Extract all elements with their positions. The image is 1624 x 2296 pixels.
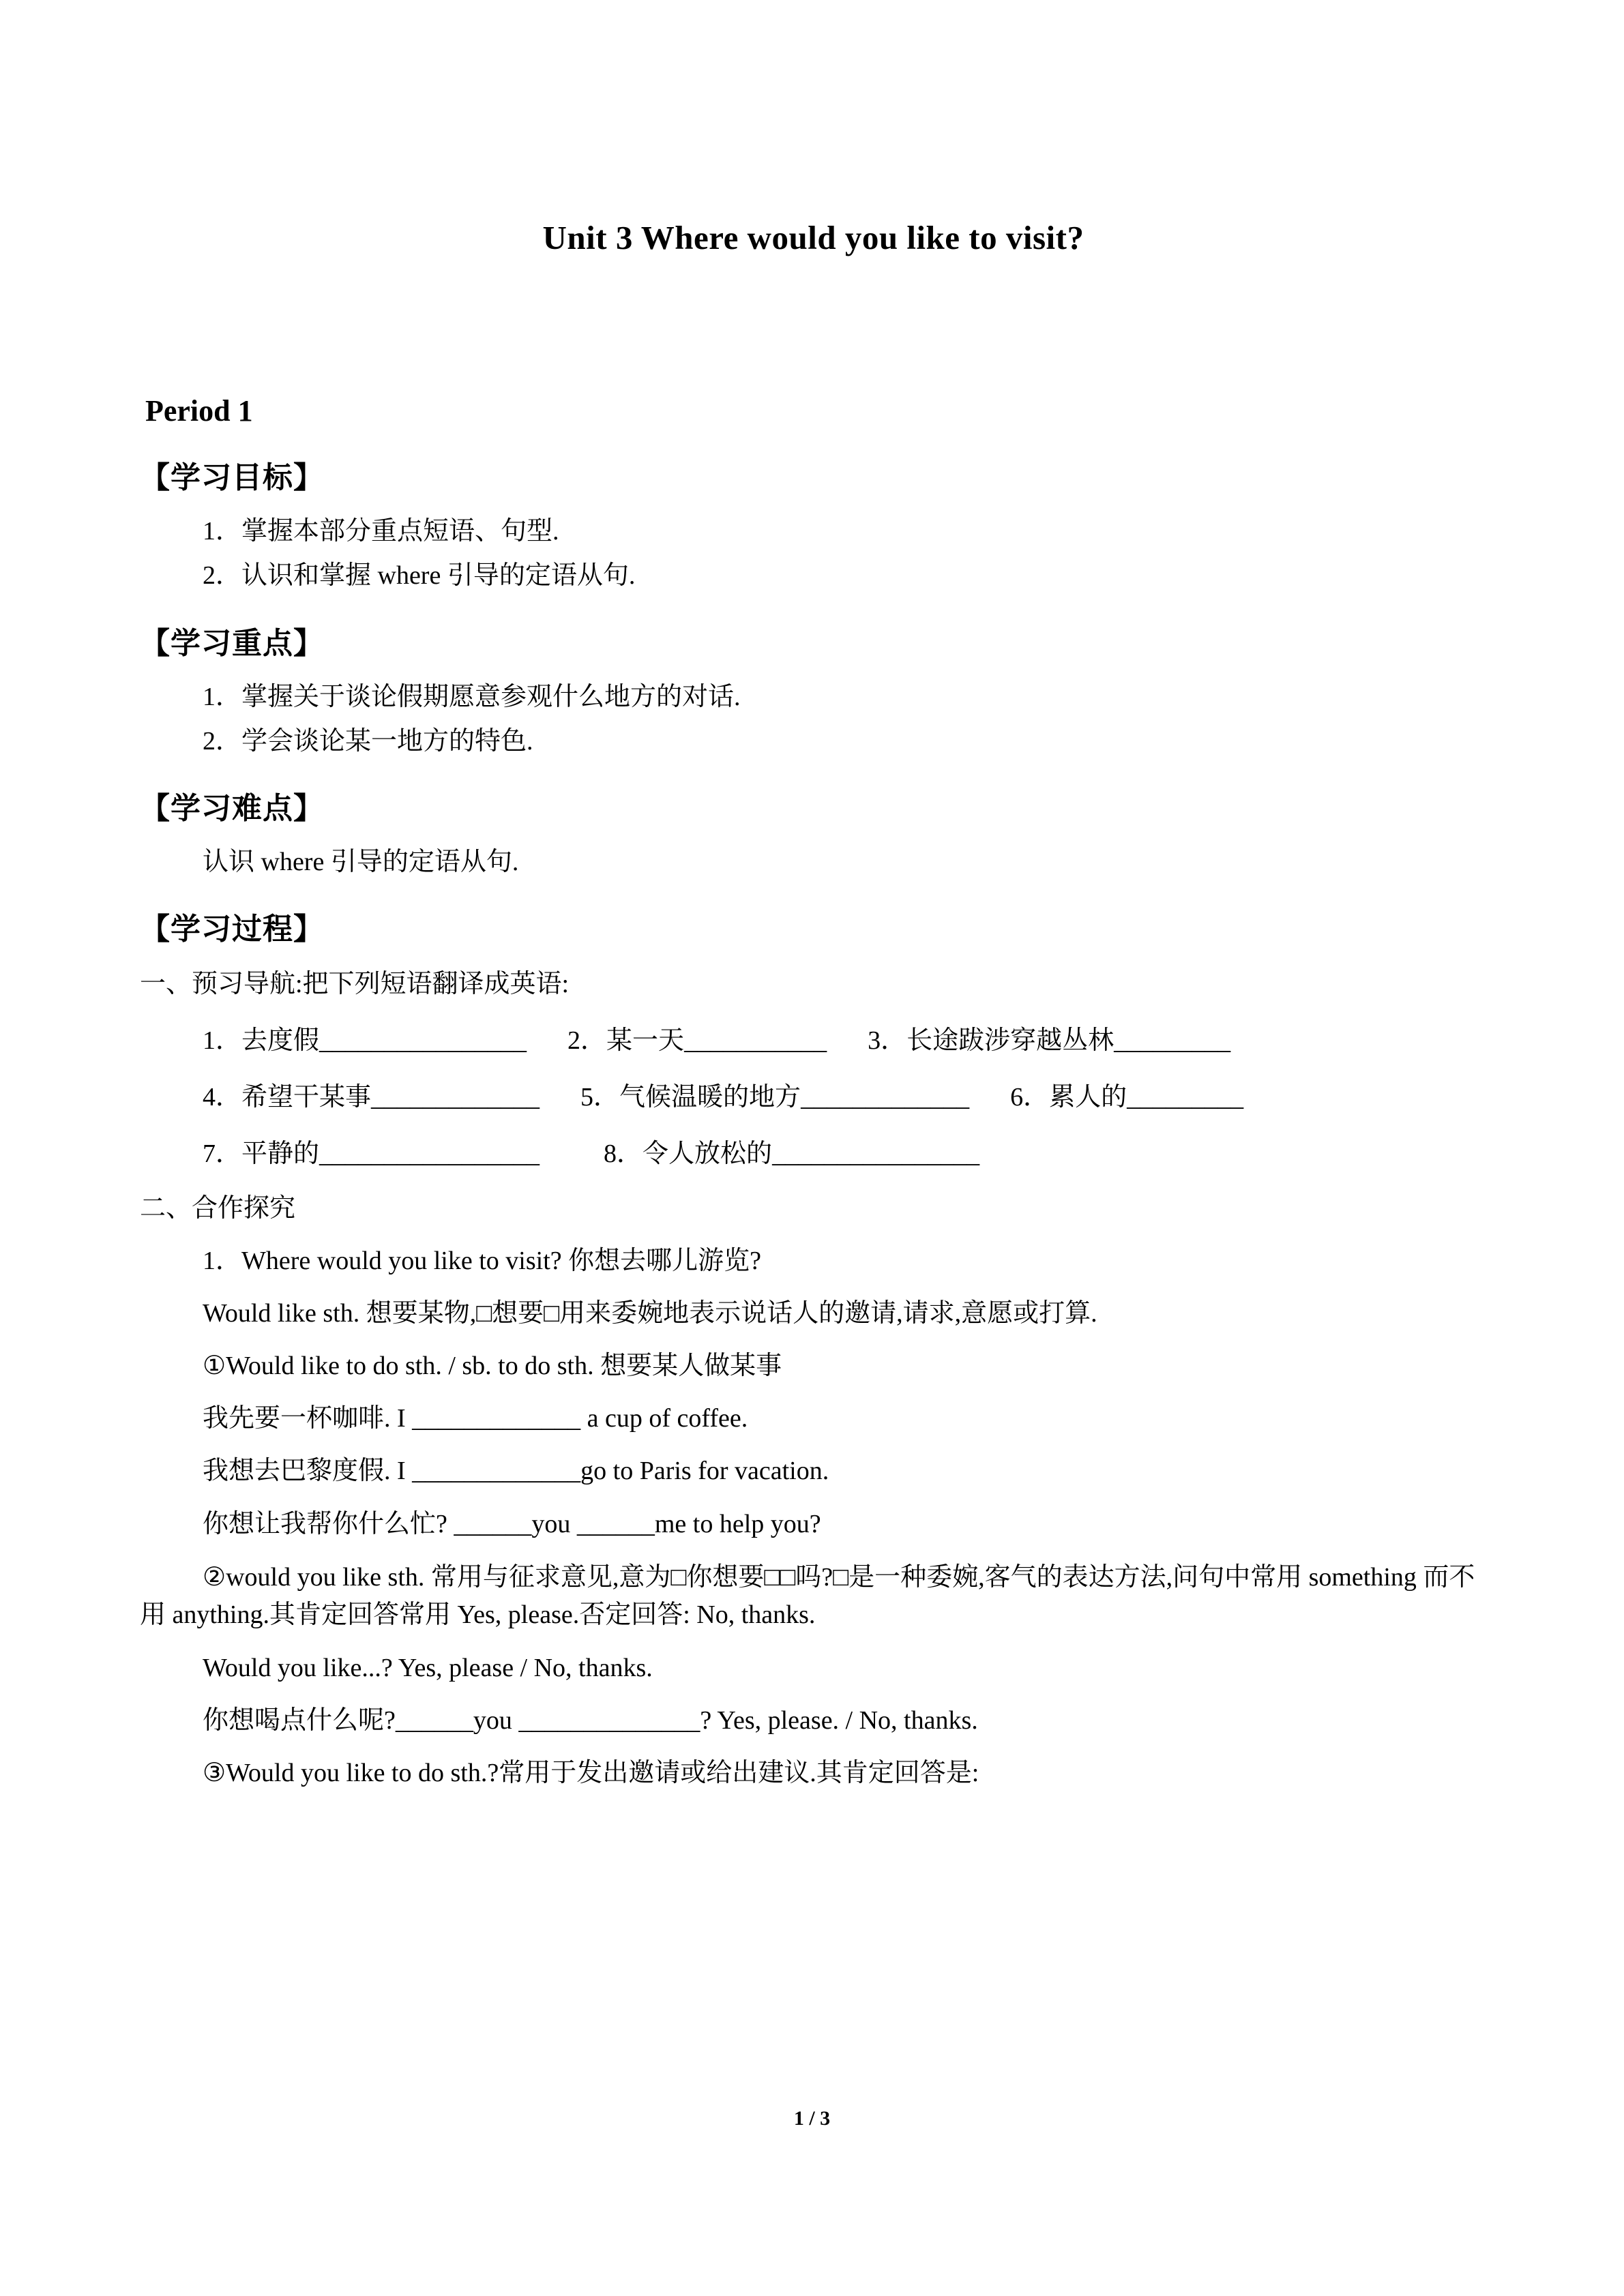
part-one-heading: 一、预习导航:把下列短语翻译成英语: xyxy=(140,970,570,999)
body-line: ①Would like to do sth. / sb. to do sth. 想要某人做某事 xyxy=(203,1352,782,1381)
blank-item-text: 长途跋涉穿越丛林 xyxy=(906,1026,1114,1055)
document-content xyxy=(140,0,1487,1792)
blank-item-line[interactable]: _________ xyxy=(1114,1026,1231,1055)
difficulties-heading: 【学习难点】 xyxy=(140,792,324,826)
body-line: 你想让我帮你什么忙? ______you ______me to help you? xyxy=(203,1509,821,1538)
blank-item-text: 平静的 xyxy=(241,1139,320,1169)
body-line: 你想喝点什么呢?______you ______________? Yes, please. / No, thanks. xyxy=(203,1706,978,1735)
blank-row xyxy=(203,1136,1487,1172)
blank-item-line[interactable]: _____________ xyxy=(371,1082,540,1112)
key-point-item: 2．学会谈论某一地方的特色. xyxy=(203,726,533,756)
blank-item-text: 累人的 xyxy=(1049,1082,1127,1112)
blank-item-line[interactable]: ___________ xyxy=(684,1026,827,1055)
key-points-heading: 【学习重点】 xyxy=(140,626,324,660)
blank-item-num: 2． xyxy=(567,1026,607,1055)
blank-item-text: 气候温暖的地方 xyxy=(619,1082,801,1112)
blank-item-line[interactable]: _________________ xyxy=(319,1139,540,1169)
body-line: ②would you like sth. 常用与征求意见,意为□你想要□□吗?□是一种委婉,客气的表达方法,问句中常用 something 而不用 anything.其肯定回答常用 Yes, please.否定回答: No, thanks. xyxy=(140,1562,1475,1629)
blank-item-num: 1． xyxy=(203,1026,242,1055)
blank-row xyxy=(203,1023,1487,1059)
objective-item: 2．认识和掌握 where 引导的定语从句. xyxy=(203,561,636,591)
difficulty-item: 认识 where 引导的定语从句. xyxy=(203,848,519,877)
blank-item-text: 令人放松的 xyxy=(643,1139,773,1169)
blank-item-line[interactable]: ________________ xyxy=(772,1139,980,1169)
blank-item-num: 6． xyxy=(1010,1082,1050,1112)
blank-item-num: 4． xyxy=(203,1082,242,1112)
body-line: 1．Where would you like to visit? 你想去哪儿游览? xyxy=(203,1246,761,1275)
blank-row xyxy=(203,1079,1487,1116)
blank-item-line[interactable]: ________________ xyxy=(319,1026,527,1055)
key-point-item: 1．掌握关于谈论假期愿意参观什么地方的对话. xyxy=(203,682,741,711)
blank-item-num: 5． xyxy=(580,1082,620,1112)
body-line: 我先要一杯咖啡. I _____________ a cup of coffee. xyxy=(203,1404,748,1433)
period-heading: Period 1 xyxy=(145,394,253,428)
body-line: 我想去巴黎度假. I _____________go to Paris for vacation. xyxy=(203,1457,829,1486)
blank-item-num: 3． xyxy=(868,1026,907,1055)
blank-item-text: 某一天 xyxy=(606,1026,685,1055)
blank-item-text: 去度假 xyxy=(241,1026,320,1055)
body-line: ③Would you like to do sth.?常用于发出邀请或给出建议.其肯定回答是: xyxy=(203,1759,979,1788)
body-line: Would you like...? Yes, please / No, thanks. xyxy=(203,1653,653,1682)
body-line: Would like sth. 想要某物,□想要□用来委婉地表示说话人的邀请,请求,意愿或打算. xyxy=(203,1298,1097,1328)
part-two-heading: 二、合作探究 xyxy=(140,1194,296,1223)
objective-item: 1．掌握本部分重点短语、句型. xyxy=(203,517,559,546)
blank-item-text: 希望干某事 xyxy=(241,1082,372,1112)
page-title: Unit 3 Where would you like to visit? xyxy=(542,219,1084,256)
process-heading: 【学习过程】 xyxy=(140,912,324,946)
objectives-heading: 【学习目标】 xyxy=(140,461,324,494)
blank-item-line[interactable]: _________ xyxy=(1127,1082,1244,1112)
blank-item-line[interactable]: _____________ xyxy=(801,1082,970,1112)
page-number: 1 / 3 xyxy=(793,2107,831,2130)
blank-item-num: 8． xyxy=(604,1139,643,1169)
blank-item-num: 7． xyxy=(203,1139,242,1169)
